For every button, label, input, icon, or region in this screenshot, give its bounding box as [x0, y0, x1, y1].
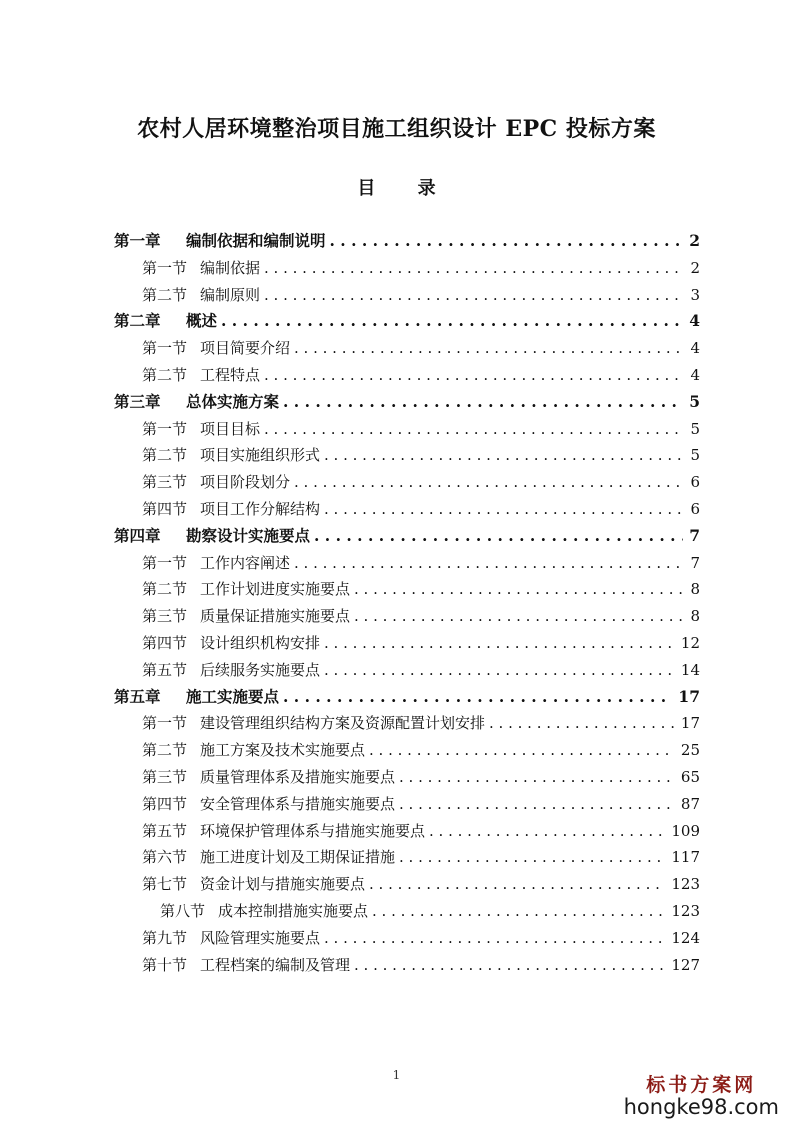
- toc-entry-page: 65: [680, 767, 700, 786]
- toc-dot-leader: [324, 657, 675, 684]
- toc-entry-number: 第三节: [142, 473, 188, 492]
- toc-entry-page: 117: [671, 848, 700, 867]
- toc-dot-leader: [369, 737, 675, 764]
- toc-dot-leader: [354, 576, 684, 603]
- toc-entry-page: 127: [671, 955, 700, 974]
- toc-entry-number: 第一章: [114, 231, 161, 250]
- toc-section-row[interactable]: [114, 282, 700, 309]
- toc-entry-number: 第二节: [142, 580, 188, 599]
- toc-section-row[interactable]: [114, 362, 700, 389]
- toc-entry-page: 2: [689, 231, 700, 250]
- toc-entry-number: 第四节: [142, 499, 188, 518]
- toc-entry-number: 第一节: [142, 419, 188, 438]
- toc-entry-title: 建设管理组织结构方案及资源配置计划安排: [200, 714, 486, 733]
- toc-chapter-row[interactable]: [114, 523, 700, 550]
- toc-entry-title: 编制依据: [200, 258, 261, 277]
- toc-dot-leader: [264, 362, 684, 389]
- toc-section-row[interactable]: [114, 871, 700, 898]
- toc-heading: 目 录: [357, 178, 454, 199]
- toc-entry-number: 第一节: [142, 553, 188, 572]
- toc-entry-title: 项目简要介绍: [200, 339, 291, 358]
- toc-dot-leader: [294, 469, 684, 496]
- toc-entry-number: 第九节: [142, 928, 188, 947]
- toc-section-row[interactable]: [114, 469, 700, 496]
- toc-entry-number: 第五节: [142, 660, 188, 679]
- toc-entry-page: 8: [690, 607, 700, 626]
- toc-entry-number: 第四章: [114, 525, 161, 545]
- toc-dot-leader: [369, 871, 665, 898]
- toc-section-row[interactable]: [114, 818, 700, 845]
- toc-entry-title: 编制依据和编制说明: [186, 231, 326, 250]
- toc-entry-page: 6: [690, 499, 700, 518]
- toc-entry-title: 质量保证措施实施要点: [200, 607, 351, 626]
- toc-entry-title: 工作内容阐述: [200, 553, 291, 572]
- toc-entry-title: 资金计划与措施实施要点: [200, 875, 366, 894]
- toc-dot-leader: [264, 255, 684, 282]
- toc-section-row[interactable]: [114, 442, 700, 469]
- toc-dot-leader: [264, 416, 684, 443]
- toc-entry-number: 第三章: [114, 391, 161, 411]
- toc-entry-title: 施工方案及技术实施要点: [200, 741, 366, 760]
- toc-section-row[interactable]: [114, 496, 700, 523]
- toc-section-row[interactable]: [114, 737, 700, 764]
- toc-entry-title: 工程档案的编制及管理: [200, 955, 351, 974]
- toc-entry-page: 7: [690, 553, 700, 572]
- toc-dot-leader: [324, 630, 675, 657]
- toc-entry-number: 第二节: [142, 446, 188, 465]
- toc-entry-title: 概述: [186, 311, 218, 331]
- toc-entry-title: 工程特点: [200, 365, 261, 384]
- toc-entry-page: 124: [671, 928, 700, 947]
- toc-entry-page: 4: [690, 339, 700, 358]
- toc-entry-title: 工作计划进度实施要点: [200, 580, 351, 599]
- toc-dot-leader: [354, 952, 665, 979]
- toc-section-row[interactable]: [114, 844, 700, 871]
- toc-entry-number: 第四节: [142, 633, 188, 652]
- toc-entry-page: 5: [690, 446, 700, 465]
- toc-dot-leader: [399, 844, 665, 871]
- toc-entry-title: 项目工作分解结构: [200, 499, 321, 518]
- toc-entry-page: 17: [680, 714, 700, 733]
- toc-chapter-row[interactable]: [114, 308, 700, 335]
- toc-entry-page: 25: [680, 741, 700, 760]
- toc-dot-leader: [294, 550, 684, 577]
- toc-entry-page: 12: [680, 633, 700, 652]
- toc-chapter-row[interactable]: [114, 684, 700, 711]
- toc-entry-page: 123: [671, 875, 700, 894]
- toc-entry-page: 6: [690, 473, 700, 492]
- toc-entry-number: 第十节: [142, 955, 188, 974]
- toc-entry-title: 质量管理体系及措施实施要点: [200, 767, 396, 786]
- toc-section-row[interactable]: [114, 764, 700, 791]
- toc-entry-number: 第三节: [142, 767, 188, 786]
- toc-entry-title: 总体实施方案: [186, 391, 280, 411]
- toc-entry-number: 第四节: [142, 794, 188, 813]
- toc-entry-page: 3: [690, 285, 700, 304]
- toc-section-row[interactable]: [114, 791, 700, 818]
- toc-section-row[interactable]: [114, 416, 700, 443]
- toc-dot-leader: [399, 764, 675, 791]
- toc-section-row[interactable]: [114, 657, 700, 684]
- toc-entry-page: 5: [690, 419, 700, 438]
- toc-dot-leader: [283, 389, 683, 416]
- toc-entry-title: 后续服务实施要点: [200, 660, 321, 679]
- toc-section-row[interactable]: [114, 255, 700, 282]
- table-of-contents: [114, 228, 700, 978]
- toc-entry-title: 风险管理实施要点: [200, 928, 321, 947]
- toc-section-row[interactable]: [114, 710, 700, 737]
- toc-entry-number: 第二节: [142, 741, 188, 760]
- toc-dot-leader: [324, 442, 684, 469]
- toc-entry-number: 第一节: [142, 714, 188, 733]
- toc-entry-page: 123: [671, 901, 700, 920]
- document-title: 农村人居环境整治项目施工组织设计 EPC 投标方案: [137, 116, 656, 142]
- toc-dot-leader: [283, 684, 672, 711]
- toc-entry-page: 4: [689, 311, 700, 331]
- toc-entry-number: 第二节: [142, 285, 188, 304]
- toc-entry-page: 87: [680, 794, 700, 813]
- toc-entry-title: 设计组织机构安排: [200, 633, 321, 652]
- toc-dot-leader: [314, 523, 683, 550]
- toc-dot-leader: [372, 898, 665, 925]
- toc-dot-leader: [264, 282, 684, 309]
- watermark-cn-text: 标书方案网: [646, 1074, 757, 1096]
- toc-entry-number: 第七节: [142, 875, 188, 894]
- toc-dot-leader: [429, 818, 665, 845]
- toc-entry-number: 第一节: [142, 339, 188, 358]
- toc-entry-number: 第一节: [142, 258, 188, 277]
- toc-entry-number: 第五节: [142, 821, 188, 840]
- toc-entry-title: 勘察设计实施要点: [186, 525, 311, 545]
- toc-entry-title: 成本控制措施实施要点: [218, 901, 369, 920]
- toc-chapter-row[interactable]: [114, 228, 700, 255]
- toc-section-row[interactable]: [114, 335, 700, 362]
- page-number: 1: [392, 1068, 401, 1082]
- toc-entry-title: 施工实施要点: [186, 686, 280, 706]
- toc-entry-title: 项目目标: [200, 419, 261, 438]
- toc-dot-leader: [324, 925, 665, 952]
- toc-entry-number: 第五章: [114, 686, 161, 706]
- toc-section-row[interactable]: [114, 898, 700, 925]
- toc-entry-number: 第八节: [160, 901, 206, 920]
- toc-chapter-row[interactable]: [114, 389, 700, 416]
- toc-dot-leader: [324, 496, 684, 523]
- toc-entry-page: 2: [690, 258, 700, 277]
- toc-entry-title: 环境保护管理体系与措施实施要点: [200, 821, 426, 840]
- toc-entry-number: 第二章: [114, 311, 161, 331]
- toc-entry-page: 7: [689, 525, 700, 545]
- watermark-url-text: hongke98.com: [623, 1095, 779, 1119]
- toc-dot-leader: [221, 308, 683, 335]
- toc-section-row[interactable]: [114, 576, 700, 603]
- toc-entry-number: 第二节: [142, 365, 188, 384]
- toc-dot-leader: [294, 335, 684, 362]
- toc-section-row[interactable]: [114, 952, 700, 979]
- toc-entry-title: 编制原则: [200, 285, 261, 304]
- toc-entry-title: 项目阶段划分: [200, 473, 291, 492]
- toc-entry-page: 5: [689, 391, 700, 411]
- toc-entry-number: 第三节: [142, 607, 188, 626]
- toc-entry-title: 项目实施组织形式: [200, 446, 321, 465]
- toc-entry-page: 17: [678, 686, 700, 706]
- toc-entry-page: 14: [680, 660, 700, 679]
- toc-entry-number: 第六节: [142, 848, 188, 867]
- toc-entry-page: 4: [690, 365, 700, 384]
- toc-section-row[interactable]: [114, 925, 700, 952]
- toc-section-row[interactable]: [114, 550, 700, 577]
- toc-entry-page: 8: [690, 580, 700, 599]
- toc-dot-leader: [489, 710, 675, 737]
- toc-dot-leader: [330, 228, 684, 255]
- watermark-logo: [624, 1070, 779, 1119]
- toc-entry-page: 109: [671, 821, 700, 840]
- toc-entry-title: 安全管理体系与措施实施要点: [200, 794, 396, 813]
- toc-dot-leader: [399, 791, 675, 818]
- toc-section-row[interactable]: [114, 603, 700, 630]
- toc-dot-leader: [354, 603, 684, 630]
- toc-entry-title: 施工进度计划及工期保证措施: [200, 848, 396, 867]
- toc-section-row[interactable]: [114, 630, 700, 657]
